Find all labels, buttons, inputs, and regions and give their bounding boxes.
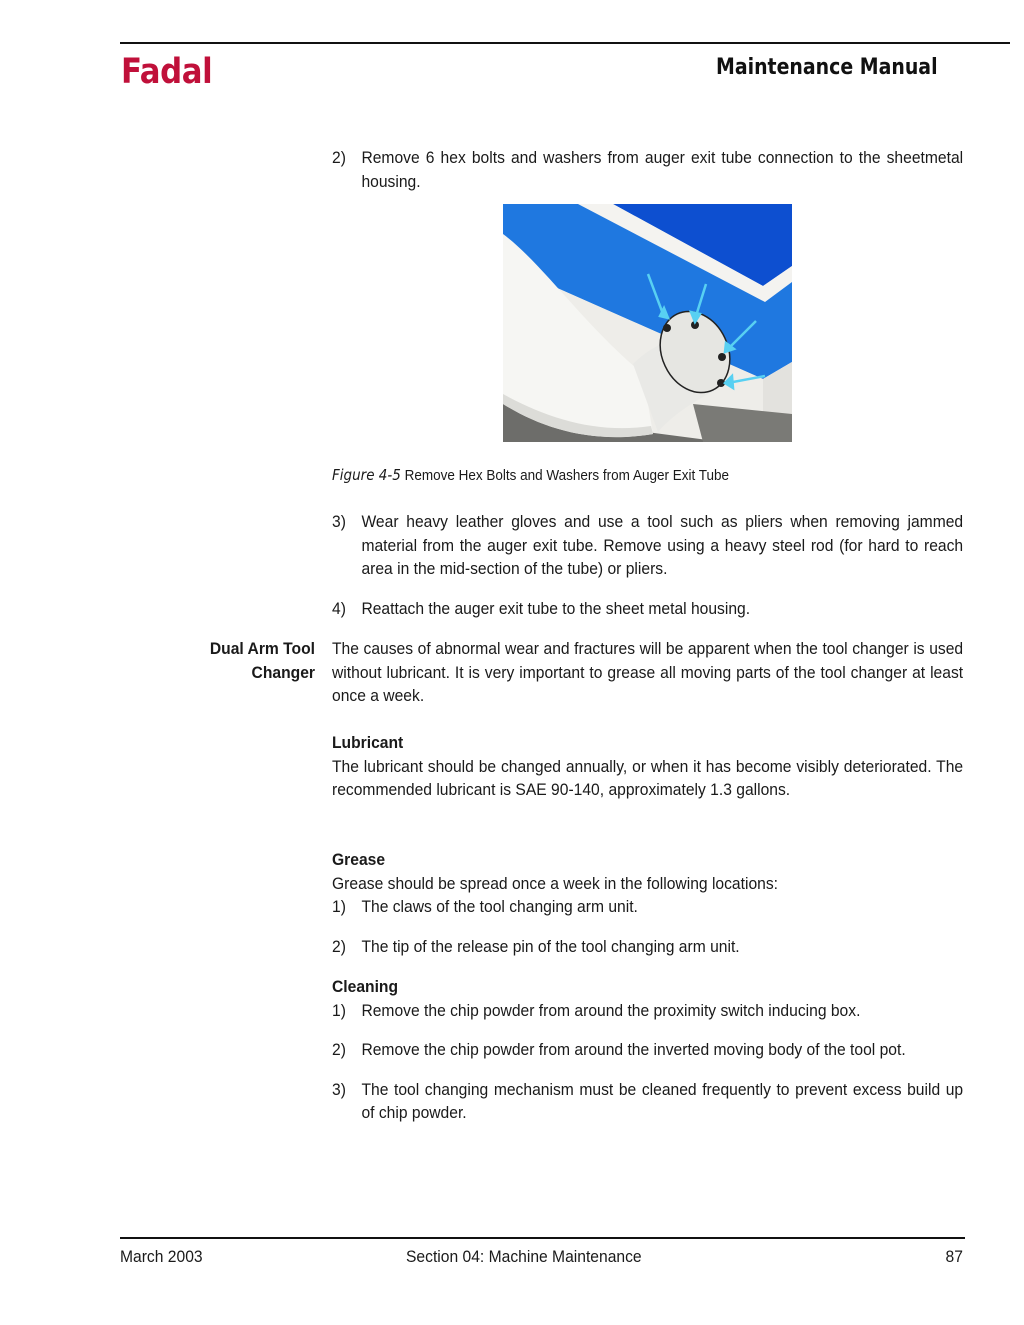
grease-block (332, 848, 963, 958)
step-2 (332, 146, 963, 193)
item-number: 1) (332, 897, 346, 916)
footer-date: March 2003 (120, 1247, 203, 1266)
step-3 (332, 510, 963, 581)
step-number: 2) (332, 148, 346, 167)
step-text: Reattach the auger exit tube to the sheet metal housing. (361, 599, 751, 618)
fadal-logo: Fadal (121, 52, 213, 92)
figure-caption (332, 466, 729, 484)
section-heading-line2: Changer (251, 662, 315, 682)
footer-section: Section 04: Machine Maintenance (406, 1247, 642, 1266)
step-4 (332, 597, 963, 621)
lubricant-text: The lubricant should be changed annually, or when it has become visibly deteriorated. The recommended lubricant is SAE 90-140, approximately 1.3 gallons. (332, 756, 964, 799)
item-number: 2) (332, 1040, 346, 1059)
figure-caption-text: Remove Hex Bolts and Washers from Auger Exit Tube (404, 467, 729, 484)
cleaning-heading: Cleaning (332, 977, 399, 996)
cleaning-item (332, 999, 963, 1023)
figure-photo-auger-exit-tube (503, 204, 792, 442)
grease-item (332, 935, 963, 959)
item-number: 1) (332, 1000, 346, 1020)
section-heading (163, 637, 315, 684)
manual-title: Maintenance Manual (716, 55, 938, 80)
cleaning-item (332, 1038, 963, 1062)
step-text: Wear heavy leather gloves and use a tool such as pliers when removing jammed material from the auger exit tube. Remove using a heavy steel rod (for hard to reach area in the mid-section of the tube) or pliers. (361, 512, 964, 578)
header-rule (120, 42, 1010, 44)
section-heading-line1: Dual Arm Tool (209, 639, 315, 658)
auger-tube-illustration (503, 204, 792, 442)
lubricant-block (332, 731, 963, 802)
item-text: The tool changing mechanism must be cleaned frequently to prevent excess build up of chip powder. (361, 1079, 964, 1122)
item-text: Remove the chip powder from around the inverted moving body of the tool pot. (361, 1040, 906, 1059)
grease-heading: Grease (332, 850, 386, 869)
step-number: 3) (332, 512, 346, 531)
lubricant-heading: Lubricant (332, 733, 404, 752)
step-text: Remove 6 hex bolts and washers from auger exit tube connection to the sheetmetal housing. (361, 148, 964, 191)
item-text: The claws of the tool changing arm unit. (361, 897, 638, 916)
grease-intro: Grease should be spread once a week in the following locations: (332, 873, 779, 893)
footer-rule (120, 1237, 965, 1239)
section-intro: The causes of abnormal wear and fractures will be apparent when the tool changer is used without lubricant. It is very important to grease all moving parts of the tool changer at least once a week. (332, 639, 964, 705)
item-text: The tip of the release pin of the tool changing arm unit. (361, 936, 740, 956)
cleaning-item (332, 1078, 963, 1125)
item-text: Remove the chip powder from around the proximity switch inducing box. (361, 1000, 861, 1020)
page-number: 87 (945, 1247, 963, 1266)
item-number: 3) (332, 1079, 346, 1099)
step-number: 4) (332, 599, 346, 618)
figure-label: Figure 4-5 (332, 466, 401, 484)
cleaning-block (332, 975, 963, 1125)
item-number: 2) (332, 936, 346, 956)
grease-item (332, 895, 963, 919)
